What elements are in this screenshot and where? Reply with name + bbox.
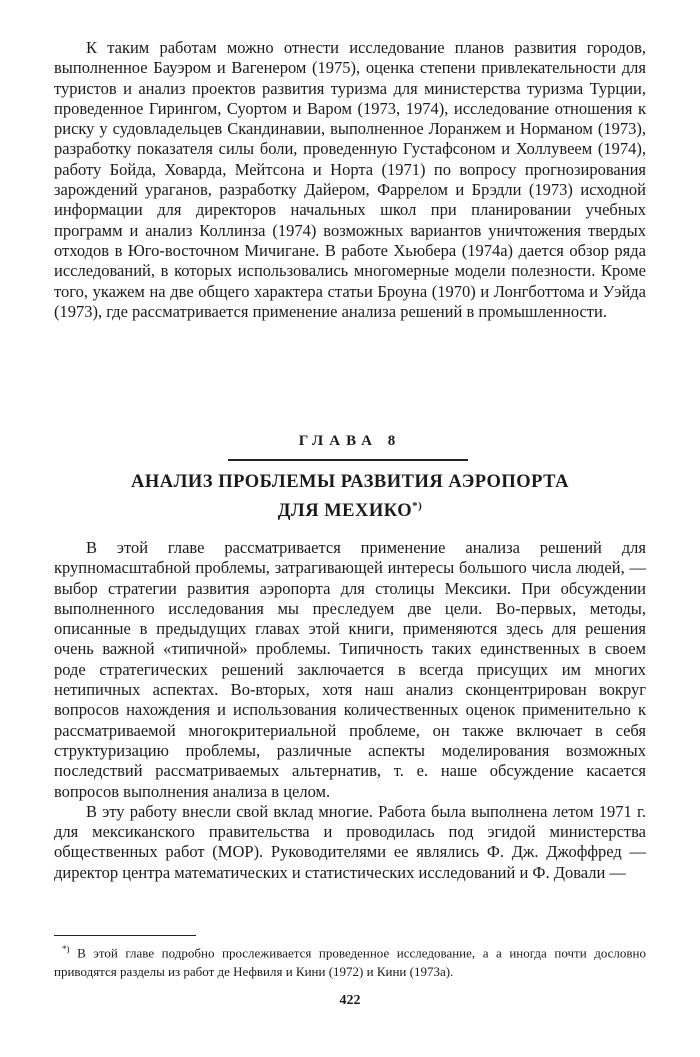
chapter-title bbox=[0, 470, 700, 523]
paragraph-contributors: В эту работу внесли свой вклад многие. Работа была выполнена летом 1971 г. для мексиканского правительства и проводилась под эгидой министерства общественных работ (МОР). Руководителями ее являлись Ф. Дж. Джоффред — директор центра математических и статистических исследований и Ф. Довали — bbox=[54, 801, 646, 882]
footnote-text-line bbox=[54, 940, 646, 981]
footnote-reference: *) bbox=[412, 500, 423, 512]
chapter-title-line-2-text: ДЛЯ МЕХИКО bbox=[277, 501, 413, 522]
intro-text-block bbox=[54, 38, 646, 322]
footnote-marker: *) bbox=[62, 944, 70, 954]
chapter-body bbox=[54, 538, 646, 883]
paragraph-related-works: К таким работам можно отнести исследование планов развития городов, выполненное Бауэром и Вагенером (1975), оценка степени привлекательности для туристов и анализ проектов развития туризма для министерства туризма Турции, проведенное Гирингом, Суортом и Варом (1973, 1974), исследование отношения к риску у судовладельцев Скандинавии, выполненное Лоранжем и Норманом (1973), разработку показателя силы боли, проведенную Густафсоном и Холлувеем (1974), работу Бойда, Ховарда, Мейтсона и Норта (1971) по вопросу прогнозирования зарождений ураганов, разработку Дайером, Фаррелом и Брэдли (1973) исходной информации для директоров начальных школ при планировании учебных программ и анализ Коллинза (1974) возможных вариантов уничтожения твердых отходов в Юго-восточном Мичигане. В работе Хьюбера (1974а) дается обзор ряда исследований, в которых использовались многомерные модели полезности. Кроме того, укажем на две общего характера статьи Броуна (1970) и Лонгботтома и Уэйда (1973), где рассматривается применение анализа решений в промышленности. bbox=[54, 38, 646, 321]
footnote-divider bbox=[54, 935, 196, 936]
page-number: 422 bbox=[339, 993, 361, 1008]
chapter-title-line-1: АНАЛИЗ ПРОБЛЕМЫ РАЗВИТИЯ АЭРОПОРТА bbox=[131, 472, 569, 492]
chapter-title-line-2 bbox=[0, 494, 700, 523]
chapter-label: ГЛАВА 8 bbox=[298, 433, 402, 449]
chapter-divider bbox=[228, 459, 468, 461]
paragraph-chapter-intro: В этой главе рассматривается применение анализа решений для крупномасштабной проблемы, затрагивающей интересы большого числа людей, — выбор стратегии развития аэропорта для столицы Мексики. При обсуждении выполненного исследования мы преследуем две цели. Во-первых, методы, описанные в предыдущих главах этой книги, применяются здесь для решения очень важной «типичной» проблемы. Типичность таких единственных в своем роде стратегических решений заключается в всегда присущих им многих нетипичных аспектах. Во-вторых, хотя наш анализ сконцентрирован вокруг вопросов нахождения и использования количественных оценок применительно к рассматриваемой многокритериальной проблеме, он также включает в себя структуризацию проблемы, различные аспекты моделирования возможных последствий рассматриваемых альтернатив, т. е. наше обсуждение касается вопросов выполнения анализа в целом. bbox=[54, 538, 646, 801]
footnote-text: В этой главе подробно прослеживается проведенное исследование, а а иногда почти дословно приводятся разделы из работ де Нефвиля и Кини (1972) и Кини (1973а). bbox=[54, 945, 647, 980]
footnote bbox=[54, 940, 646, 981]
